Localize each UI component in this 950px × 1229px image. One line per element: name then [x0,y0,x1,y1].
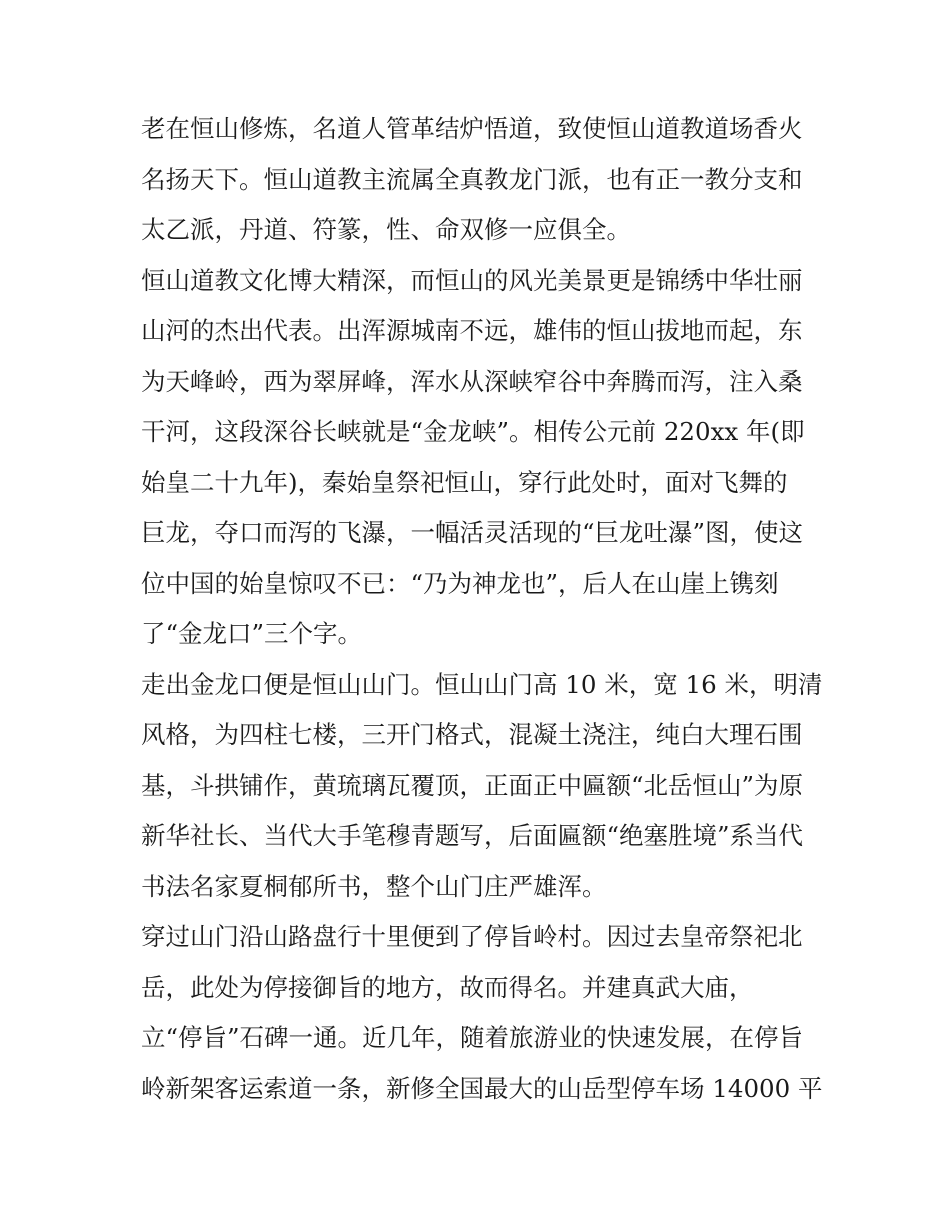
text-line: 了“金龙口”三个字。 [141,619,363,648]
text-line: 老在恒山修炼，名道人管革结炉悟道，致使恒山道教道场香火 [141,114,803,143]
text-line: 立“停旨”石碑一通。近几年，随着旅游业的快速发展，在停旨 [141,1023,804,1052]
text-line: 恒山道教文化博大精深，而恒山的风光美景更是锦绣中华壮丽 [141,265,803,295]
text-line: 干河，这段深谷长峡就是“金龙峡”。相传公元前 220xx 年(即 [141,417,805,446]
body-text [141,104,831,1114]
text-line: 走出金龙口便是恒山山门。恒山山门高 10 米，宽 16 米，明清 [141,669,823,699]
text-line: 位中国的始皇惊叹不已：“乃为神龙也”，后人在山崖上镌刻 [141,568,779,598]
text-line: 始皇二十九年)，秦始皇祭祀恒山，穿行此处时，面对飞舞的 [141,467,788,497]
text-line: 风格，为四柱七楼，三开门格式，混凝土浇注，纯白大理石围 [141,720,803,749]
text-line: 为天峰岭，西为翠屏峰，浑水从深峡窄谷中奔腾而泻，注入桑 [141,366,803,396]
text-line: 巨龙，夺口而泻的飞瀑，一幅活灵活现的“巨龙吐瀑”图，使这 [141,518,804,547]
text-line: 基，斗拱铺作，黄琉璃瓦覆顶，正面正中匾额“北岳恒山”为原 [141,770,804,800]
text-line: 岭新架客运索道一条，新修全国最大的山岳型停车场 14000 平 [141,1073,823,1103]
text-line: 太乙派，丹道、符篆，性、命双修一应俱全。 [141,215,631,244]
text-line: 名扬天下。恒山道教主流属全真教龙门派，也有正一教分支和 [141,164,803,194]
text-line: 穿过山门沿山路盘行十里便到了停旨岭村。因过去皇帝祭祀北 [141,922,803,951]
text-line: 书法名家夏桐郁所书，整个山门庄严雄浑。 [141,871,607,901]
text-line: 新华社长、当代大手笔穆青题写，后面匾额“绝塞胜境”系当代 [141,821,804,850]
text-line: 岳，此处为停接御旨的地方，故而得名。并建真武大庙， [141,972,754,1002]
text-line: 山河的杰出代表。出浑源城南不远，雄伟的恒山拔地而起，东 [141,316,803,345]
